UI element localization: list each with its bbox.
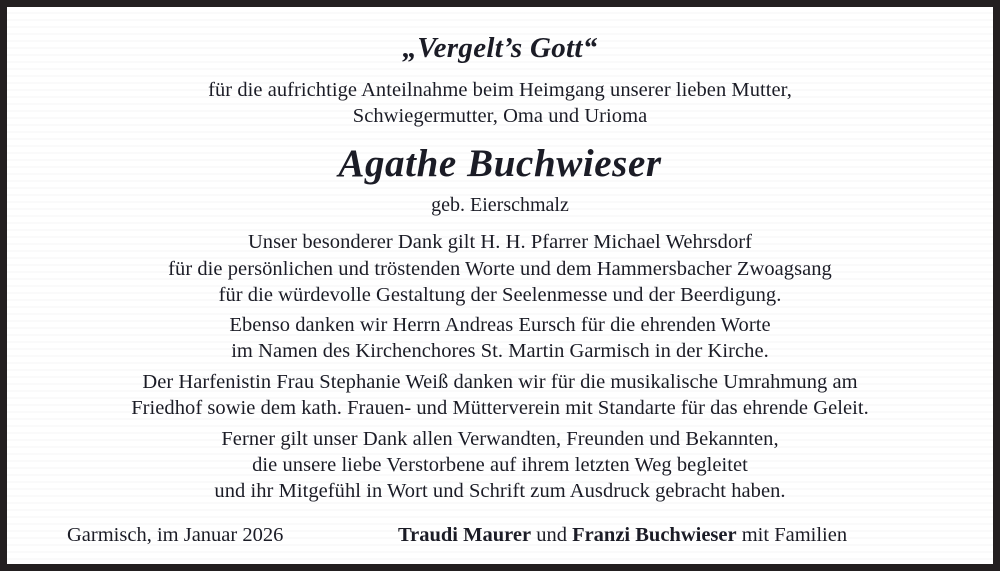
obituary-thank-you-notice — [7, 7, 993, 564]
paragraph-line: Der Harfenistin Frau Stephanie Weiß danken wir für die musikalische Umrahmung am — [142, 371, 858, 393]
paragraph-line: für die persönlichen und tröstenden Worte und dem Hammersbacher Zwoagsang — [168, 258, 832, 280]
intro-line-1: für die aufrichtige Anteilnahme beim Heimgang unserer lieben Mutter, — [208, 79, 792, 101]
paragraph-line: Ebenso danken wir Herrn Andreas Eursch für die ehrenden Worte — [229, 314, 771, 336]
born-name: geb. Eierschmalz — [431, 194, 569, 216]
paragraph-line: im Namen des Kirchenchores St. Martin Garmisch in der Kirche. — [231, 340, 769, 362]
signer-2: Franzi Buchwieser — [572, 524, 737, 546]
signer-suffix: mit Familien — [736, 524, 848, 546]
paragraph-line: Unser besonderer Dank gilt H. H. Pfarrer Michael Wehrsdorf — [247, 231, 753, 253]
paragraph-line: und ihr Mitgefühl in Wort und Schrift zum Ausdruck gebracht haben. — [214, 480, 786, 502]
signer-conjunction: und — [531, 524, 573, 546]
signer-1: Traudi Maurer — [398, 524, 532, 546]
notice-title: „Vergelt’s Gott“ — [402, 32, 598, 64]
paragraph-line: Ferner gilt unser Dank allen Verwandten, Freunden und Bekannten, — [221, 428, 779, 450]
paragraph-line: die unsere liebe Verstorbene auf ihrem letzten Weg begleitet — [252, 454, 748, 476]
paragraph-line: Friedhof sowie dem kath. Frauen- und Mütterverein mit Standarte für das ehrende Geleit. — [131, 397, 869, 419]
signatories — [398, 524, 847, 547]
place-date: Garmisch, im Januar 2026 — [67, 524, 284, 546]
paragraph-line: für die würdevolle Gestaltung der Seelenmesse und der Beerdigung. — [218, 284, 782, 306]
deceased-name: Agathe Buchwieser — [338, 142, 662, 185]
intro-line-2: Schwiegermutter, Oma und Urioma — [352, 105, 648, 127]
